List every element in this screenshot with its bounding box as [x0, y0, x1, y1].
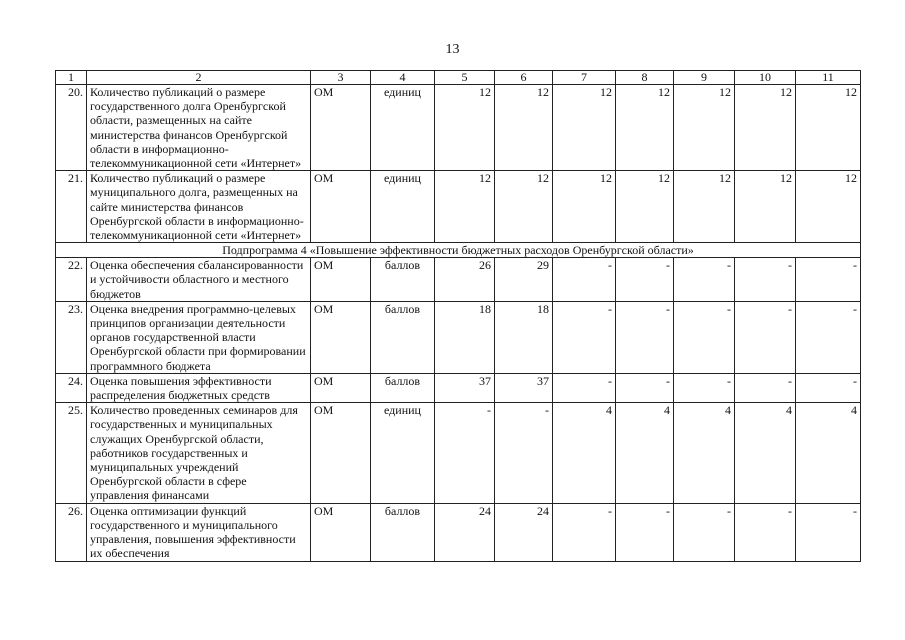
- row-number: 25.: [56, 403, 87, 503]
- value-cell: 12: [796, 85, 861, 171]
- value-cell: -: [796, 301, 861, 373]
- indicator-type: ОМ: [311, 373, 371, 402]
- indicator-type: ОМ: [311, 85, 371, 171]
- value-cell: 4: [735, 403, 796, 503]
- value-cell: -: [553, 503, 616, 561]
- indicator-name: Количество публикаций о размере государственного долга Оренбургской области, размещенных на сайте министерства финансов Оренбургской области в информационно-телекоммуникационной сети «Интернет»: [87, 85, 311, 171]
- value-cell: 4: [616, 403, 674, 503]
- value-cell: 24: [495, 503, 553, 561]
- value-cell: -: [796, 373, 861, 402]
- column-header: 10: [735, 71, 796, 85]
- value-cell: 29: [495, 258, 553, 302]
- value-cell: -: [553, 373, 616, 402]
- value-cell: 12: [495, 171, 553, 243]
- value-cell: -: [674, 301, 735, 373]
- column-header: 3: [311, 71, 371, 85]
- column-header: 11: [796, 71, 861, 85]
- column-header: 6: [495, 71, 553, 85]
- value-cell: -: [796, 503, 861, 561]
- unit-of-measure: баллов: [371, 301, 435, 373]
- value-cell: -: [674, 503, 735, 561]
- value-cell: 12: [495, 85, 553, 171]
- value-cell: 4: [796, 403, 861, 503]
- indicator-name: Оценка обеспечения сбалансированности и устойчивости областного и местного бюджетов: [87, 258, 311, 302]
- column-header: 7: [553, 71, 616, 85]
- indicators-table: [55, 70, 861, 562]
- value-cell: -: [735, 258, 796, 302]
- indicator-name: Количество публикаций о размере муниципального долга, размещенных на сайте министерства финансов Оренбургской области в информационно-телекоммуникационной сети «Интернет»: [87, 171, 311, 243]
- value-cell: -: [553, 258, 616, 302]
- unit-of-measure: баллов: [371, 258, 435, 302]
- value-cell: 4: [674, 403, 735, 503]
- value-cell: -: [674, 373, 735, 402]
- column-header: 4: [371, 71, 435, 85]
- table-row: [56, 503, 861, 561]
- table-row: [56, 403, 861, 503]
- table-row: [56, 85, 861, 171]
- value-cell: 4: [553, 403, 616, 503]
- indicator-type: ОМ: [311, 301, 371, 373]
- column-header: 5: [435, 71, 495, 85]
- value-cell: -: [735, 503, 796, 561]
- value-cell: 12: [674, 171, 735, 243]
- subprogram-title: Подпрограмма 4 «Повышение эффективности бюджетных расходов Оренбургской области»: [56, 243, 861, 258]
- subprogram-row: [56, 243, 861, 258]
- value-cell: -: [435, 403, 495, 503]
- value-cell: -: [616, 373, 674, 402]
- indicator-name: Оценка оптимизации функций государственного и муниципального управления, повышения эффективности их обеспечения: [87, 503, 311, 561]
- value-cell: -: [495, 403, 553, 503]
- value-cell: 12: [616, 85, 674, 171]
- unit-of-measure: единиц: [371, 403, 435, 503]
- unit-of-measure: баллов: [371, 373, 435, 402]
- table-row: [56, 373, 861, 402]
- row-number: 23.: [56, 301, 87, 373]
- value-cell: -: [616, 301, 674, 373]
- value-cell: 12: [553, 85, 616, 171]
- indicator-type: ОМ: [311, 258, 371, 302]
- row-number: 21.: [56, 171, 87, 243]
- indicator-type: ОМ: [311, 403, 371, 503]
- value-cell: 18: [435, 301, 495, 373]
- value-cell: 12: [553, 171, 616, 243]
- value-cell: -: [735, 373, 796, 402]
- unit-of-measure: баллов: [371, 503, 435, 561]
- value-cell: 37: [495, 373, 553, 402]
- value-cell: 12: [796, 171, 861, 243]
- value-cell: 18: [495, 301, 553, 373]
- column-number-row: [56, 71, 861, 85]
- indicator-type: ОМ: [311, 503, 371, 561]
- value-cell: 26: [435, 258, 495, 302]
- value-cell: 12: [674, 85, 735, 171]
- page-number: 13: [445, 42, 460, 57]
- column-header: 2: [87, 71, 311, 85]
- row-number: 24.: [56, 373, 87, 402]
- value-cell: -: [674, 258, 735, 302]
- value-cell: -: [735, 301, 796, 373]
- column-header: 9: [674, 71, 735, 85]
- row-number: 22.: [56, 258, 87, 302]
- table-row: [56, 258, 861, 302]
- indicator-type: ОМ: [311, 171, 371, 243]
- row-number: 26.: [56, 503, 87, 561]
- value-cell: -: [553, 301, 616, 373]
- indicator-name: Количество проведенных семинаров для государственных и муниципальных служащих Оренбургской области, работников государственных и муниципальных учреждений Оренбургской области в сфере управления финансами: [87, 403, 311, 503]
- value-cell: 12: [735, 85, 796, 171]
- indicator-name: Оценка повышения эффективности распределения бюджетных средств: [87, 373, 311, 402]
- value-cell: 12: [435, 171, 495, 243]
- value-cell: 24: [435, 503, 495, 561]
- column-header: 1: [56, 71, 87, 85]
- value-cell: 12: [616, 171, 674, 243]
- value-cell: -: [616, 503, 674, 561]
- table-row: [56, 301, 861, 373]
- value-cell: 12: [735, 171, 796, 243]
- table-row: [56, 171, 861, 243]
- unit-of-measure: единиц: [371, 171, 435, 243]
- value-cell: 37: [435, 373, 495, 402]
- value-cell: 12: [435, 85, 495, 171]
- value-cell: -: [796, 258, 861, 302]
- row-number: 20.: [56, 85, 87, 171]
- indicator-name: Оценка внедрения программно-целевых принципов организации деятельности органов государственной власти Оренбургской области при формировании программного бюджета: [87, 301, 311, 373]
- value-cell: -: [616, 258, 674, 302]
- unit-of-measure: единиц: [371, 85, 435, 171]
- column-header: 8: [616, 71, 674, 85]
